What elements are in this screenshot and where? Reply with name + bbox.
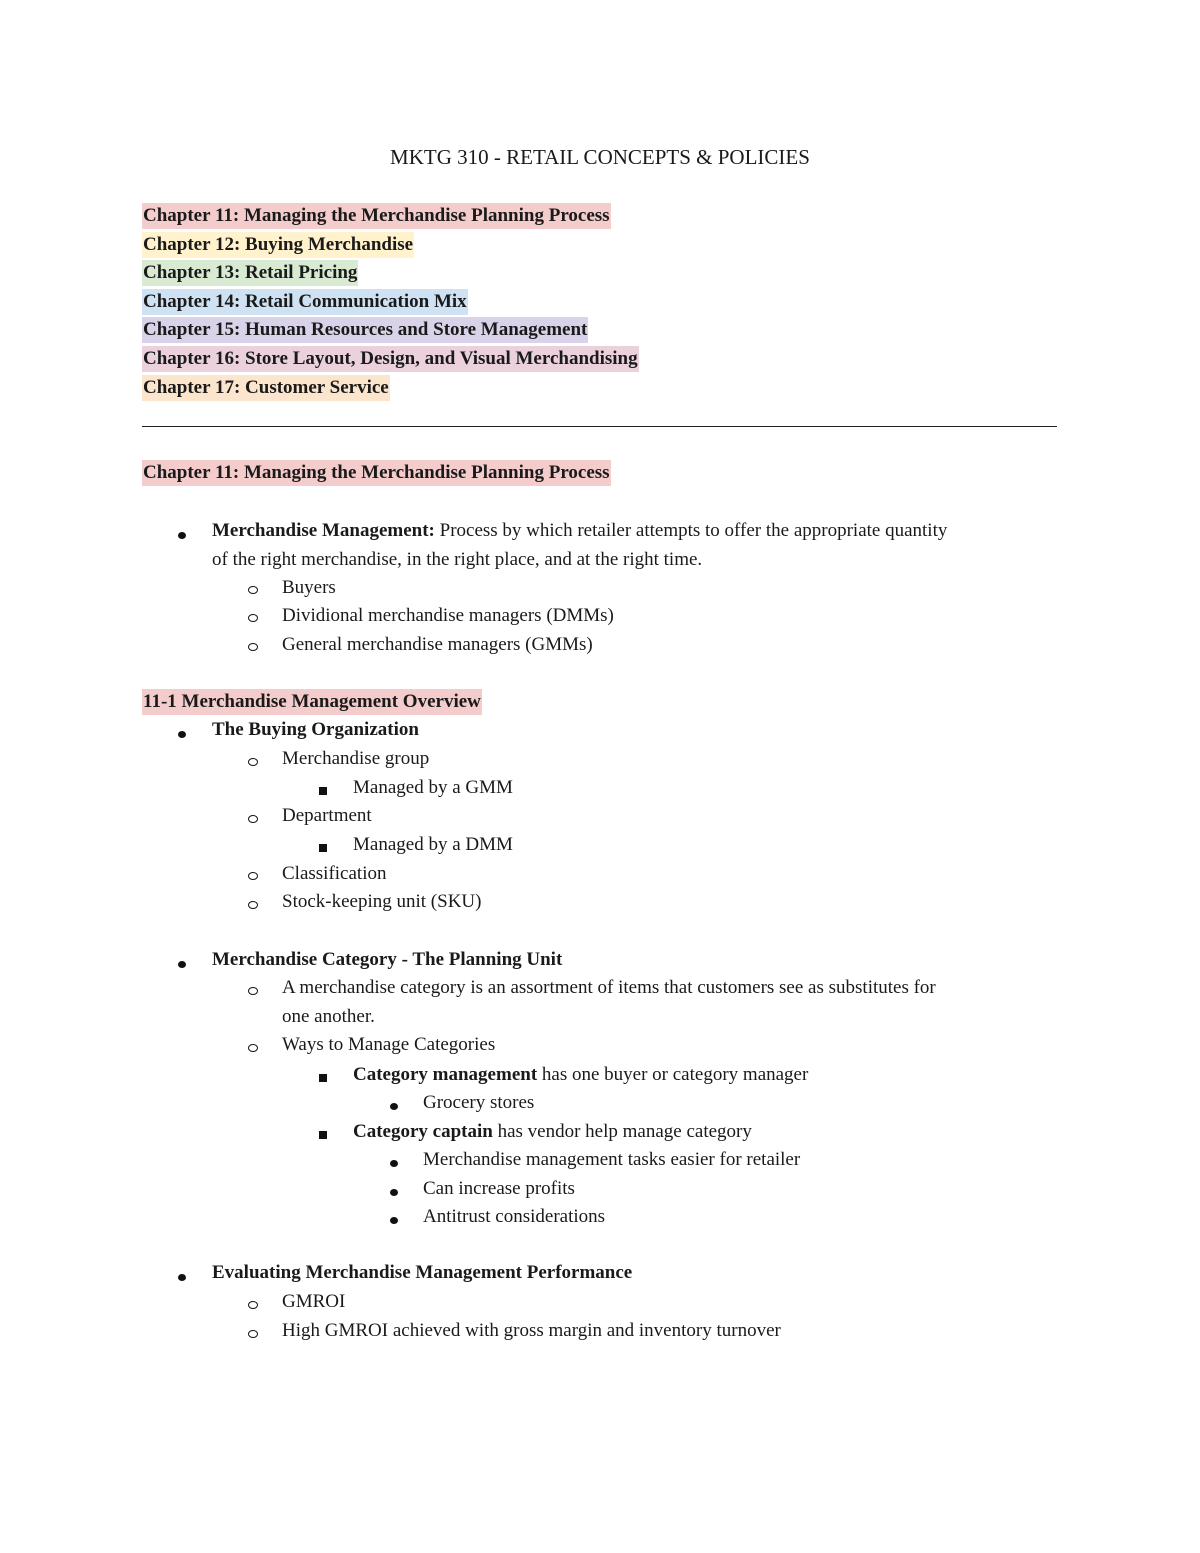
toc-item-label: Chapter 13: Retail Pricing [142,260,358,286]
definition-text: one another. [282,1005,375,1027]
term-description: has vendor help manage category [492,1121,752,1142]
horizontal-divider [142,426,1057,427]
bullet-icon [390,1185,398,1200]
square-bullet-icon [319,1071,327,1086]
square-bullet-icon [319,841,327,856]
bullet-icon [178,957,186,972]
bullet-icon [178,727,186,742]
list-item [353,1118,752,1147]
list-item: General merchandise managers (GMMs) [282,634,593,655]
circle-bullet-icon [248,869,258,884]
bullet-icon [390,1213,398,1228]
list-item: Department [282,805,372,826]
list-item-heading: Evaluating Merchandise Management Performance [212,1262,633,1283]
toc-item-label: Chapter 15: Human Resources and Store Management [142,317,588,343]
toc-item [142,345,639,374]
circle-bullet-icon [248,1327,258,1342]
list-item: Stock-keeping unit (SKU) [282,891,482,912]
list-item-heading: Merchandise Category - The Planning Unit [212,949,563,970]
toc-item [142,231,639,260]
square-bullet-icon [319,1128,327,1143]
toc-item-label: Chapter 16: Store Layout, Design, and Visual Merchandising [142,346,639,372]
list-item: Grocery stores [423,1092,535,1113]
square-bullet-icon [319,784,327,799]
circle-bullet-icon [248,755,258,770]
toc-item-label: Chapter 12: Buying Merchandise [142,232,414,258]
list-item: Managed by a DMM [353,834,513,855]
toc-item-label: Chapter 11: Managing the Merchandise Planning Process [142,203,611,229]
list-item: Dividional merchandise managers (DMMs) [282,605,614,626]
toc-item-label: Chapter 17: Customer Service [142,375,390,401]
chapter-list [142,202,639,402]
toc-item [142,288,639,317]
bullet-icon [178,1270,186,1285]
list-item: Antitrust considerations [423,1206,606,1227]
circle-bullet-icon [248,640,258,655]
circle-bullet-icon [248,1298,258,1313]
toc-item [142,374,639,403]
circle-bullet-icon [248,611,258,626]
toc-item-label: Chapter 14: Retail Communication Mix [142,289,468,315]
toc-item [142,259,639,288]
section-heading [142,688,482,716]
list-item: GMROI [282,1291,346,1312]
chapter-heading [142,459,611,487]
chapter-heading-label: Chapter 11: Managing the Merchandise Planning Process [142,460,611,486]
term-description: has one buyer or category manager [537,1064,809,1085]
list-item: Managed by a GMM [353,777,513,798]
list-item-heading: The Buying Organization [212,719,419,740]
term-label: Category captain [353,1121,493,1142]
definition-text: of the right merchandise, in the right place, and at the right time. [212,548,703,570]
section-heading-label: 11-1 Merchandise Management Overview [142,689,482,715]
toc-item [142,202,639,231]
list-item: Can increase profits [423,1178,575,1199]
list-item [353,1061,808,1090]
bullet-icon [178,528,186,543]
circle-bullet-icon [248,583,258,598]
toc-item [142,316,639,345]
list-item: Classification [282,863,387,884]
definition-text: A merchandise category is an assortment of items that customers see as substitutes for [282,977,936,998]
list-item: Merchandise group [282,748,430,769]
definition-text: Process by which retailer attempts to offer the appropriate quantity [434,520,948,541]
circle-bullet-icon [248,812,258,827]
list-item: Ways to Manage Categories [282,1034,496,1055]
document-title: MKTG 310 - RETAIL CONCEPTS & POLICIES [390,145,810,169]
circle-bullet-icon [248,1041,258,1056]
term-label: Merchandise Management: [212,520,435,541]
term-label: Category management [353,1064,538,1085]
circle-bullet-icon [248,984,258,999]
list-item [282,974,1042,1031]
list-item: High GMROI achieved with gross margin and inventory turnover [282,1320,781,1341]
bullet-icon [390,1156,398,1171]
bullet-icon [390,1099,398,1114]
list-item: Buyers [282,577,336,598]
list-item [212,517,1052,574]
circle-bullet-icon [248,898,258,913]
list-item: Merchandise management tasks easier for retailer [423,1149,801,1170]
